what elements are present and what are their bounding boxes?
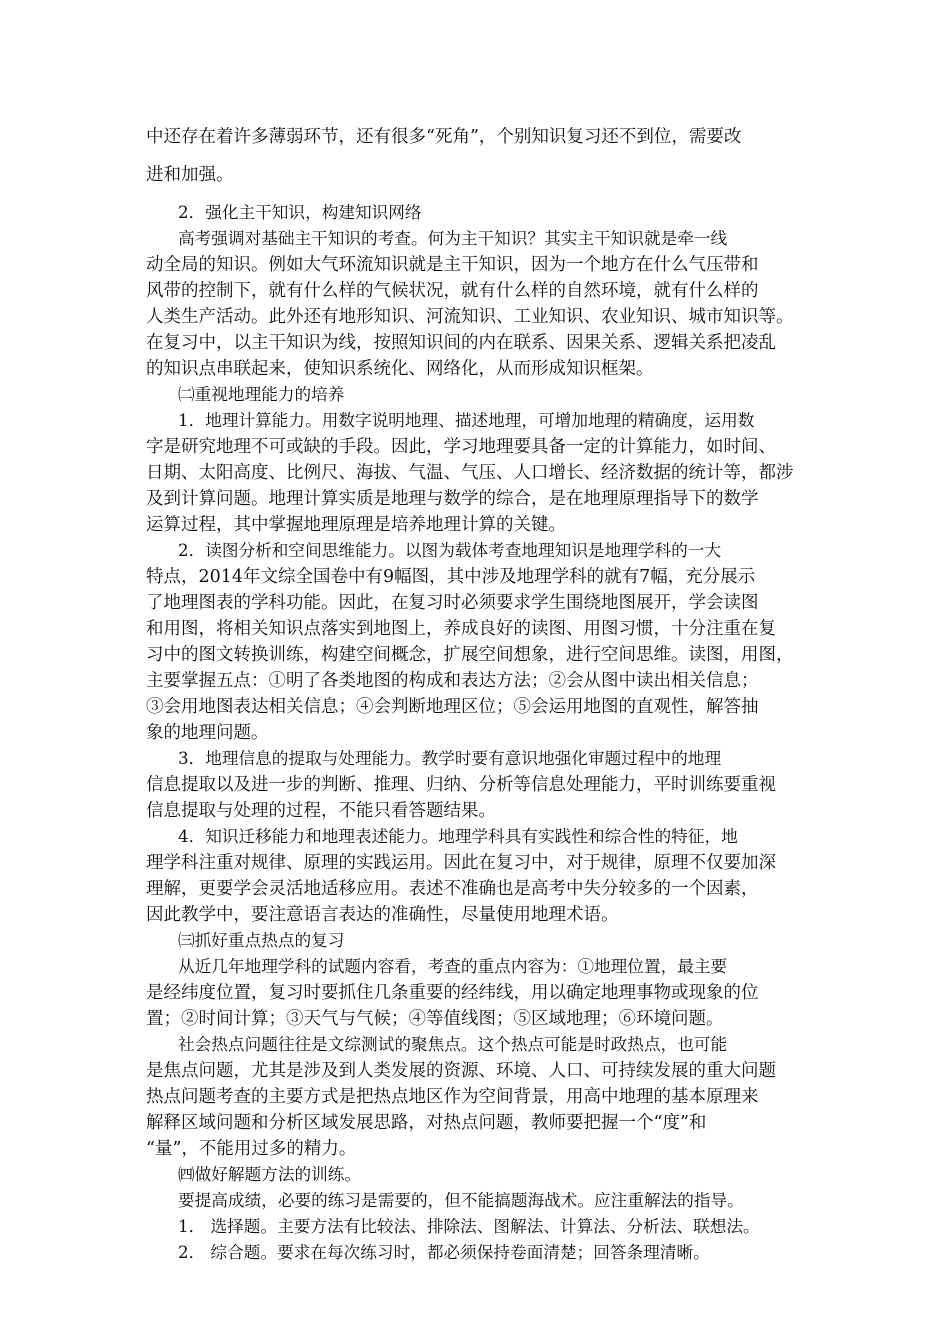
text-line: 理解，更要学会灵活地适移应用。表述不准确也是高考中失分较多的一个因素， [146, 879, 759, 899]
text-line: 热点问题考查的主要方式是把热点地区作为空间背景，用高中地理的基本原理来 [146, 1087, 759, 1107]
text-line: 要提高成绩，必要的练习是需要的，但不能搞题海战术。应注重解法的指导。 [178, 1191, 744, 1210]
text-line: 1． 选择题。主要方法有比较法、排除法、图解法、计算法、分析法、联想法。 [178, 1217, 760, 1236]
text-line: 从近几年地理学科的试题内容看，考查的重点内容为：①地理位置，最主要 [178, 957, 728, 976]
text-line: 主要掌握五点：①明了各类地图的构成和表达方法；②会从图中读出相关信息； [146, 671, 759, 691]
text-line: 习中的图文转换训练，构建空间概念，扩展空间想象，进行空间思维。读图，用图， [146, 645, 794, 665]
text-line: “量”，不能用过多的精力。 [146, 1139, 357, 1159]
text-line: 1．地理计算能力。用数字说明地理、描述地理，可增加地理的精确度，运用数 [178, 411, 755, 430]
text-line: 及到计算问题。地理计算实质是地理与数学的综合，是在地理原理指导下的数学 [146, 489, 759, 509]
text-line: 是经纬度位置，复习时要抓住几条重要的经纬线，用以确定地理事物或现象的位 [146, 983, 759, 1003]
text-line: 高考强调对基础主干知识的考查。何为主干知识？其实主干知识就是牵一线 [178, 229, 728, 248]
text-line: 3．地理信息的提取与处理能力。教学时要有意识地强化审题过程中的地理 [178, 749, 722, 768]
text-line: ③会用地图表达相关信息；④会判断地理区位；⑤会运用地图的直观性，解答抽 [146, 697, 759, 717]
text-line: 了地理图表的学科功能。因此，在复习时必须要求学生围绕地图展开，学会读图 [146, 593, 759, 613]
text-line: 日期、太阳高度、比例尺、海拔、气温、气压、人口增长、经济数据的统计等，都涉 [146, 463, 794, 483]
text-line: 解释区域问题和分析区域发展思路，对热点问题，教师要把握一个“度”和 [146, 1113, 707, 1133]
section-heading: ㈡重视地理能力的培养 [178, 385, 345, 404]
text-line: 信息提取与处理的过程，不能只看答题结果。 [146, 801, 496, 821]
text-line: 的知识点串联起来，使知识系统化、网络化，从而形成知识框架。 [146, 359, 654, 379]
text-line: 理学科注重对规律、原理的实践运用。因此在复习中，对于规律，原理不仅要加深 [146, 853, 776, 873]
text-line: 和用图，将相关知识点落实到地图上，养成良好的读图、用图习惯，十分注重在复 [146, 619, 776, 639]
text-line: 字是研究地理不可或缺的手段。因此，学习地理要具备一定的计算能力，如时间、 [146, 437, 776, 457]
section-heading: ㈢抓好重点热点的复习 [178, 931, 345, 950]
text-line: 象的地理问题。 [146, 723, 269, 743]
text-line: 风带的控制下，就有什么样的气候状况，就有什么样的自然环境，就有什么样的 [146, 281, 759, 301]
text-line: 社会热点问题往往是文综测试的聚焦点。这个热点可能是时政热点，也可能 [178, 1035, 728, 1054]
text-line: 置；②时间计算；③天气与气候；④等值线图；⑤区域地理；⑥环境问题。 [146, 1009, 724, 1029]
text-line: 信息提取以及进一步的判断、推理、归纳、分析等信息处理能力，平时训练要重视 [146, 775, 776, 795]
text-line: 在复习中，以主干知识为线，按照知识间的内在联系、因果关系、逻辑关系把凌乱 [146, 333, 776, 353]
text-line: 特点，2014年文综全国卷中有9幅图，其中涉及地理学科的就有7幅，充分展示 [146, 567, 756, 587]
text-line: 中还存在着许多薄弱环节，还有很多“死角”，个别知识复习还不到位，需要改 [146, 127, 742, 147]
text-line: 运算过程，其中掌握地理原理是培养地理计算的关键。 [146, 515, 566, 535]
section-heading: 2．强化主干知识，构建知识网络 [178, 203, 422, 222]
text-line: 2．读图分析和空间思维能力。以图为载体考查地理知识是地理学科的一大 [178, 541, 722, 560]
text-line: 因此教学中，要注意语言表达的准确性，尽量使用地理术语。 [146, 905, 619, 925]
text-line: 4．知识迁移能力和地理表述能力。地理学科具有实践性和综合性的特征，地 [178, 827, 738, 846]
text-line: 是焦点问题，尤其是涉及到人类发展的资源、环境、人口、可持续发展的重大问题 [146, 1061, 776, 1081]
text-line: 人类生产活动。此外还有地形知识、河流知识、工业知识、农业知识、城市知识等。 [146, 307, 794, 327]
text-line: 2． 综合题。要求在每次练习时，都必须保持卷面清楚；回答条理清晰。 [178, 1243, 710, 1262]
section-heading: ㈣做好解题方法的训练。 [178, 1165, 362, 1184]
text-line: 进和加强。 [146, 165, 234, 185]
text-line: 动全局的知识。例如大气环流知识就是主干知识，因为一个地方在什么气压带和 [146, 255, 759, 275]
